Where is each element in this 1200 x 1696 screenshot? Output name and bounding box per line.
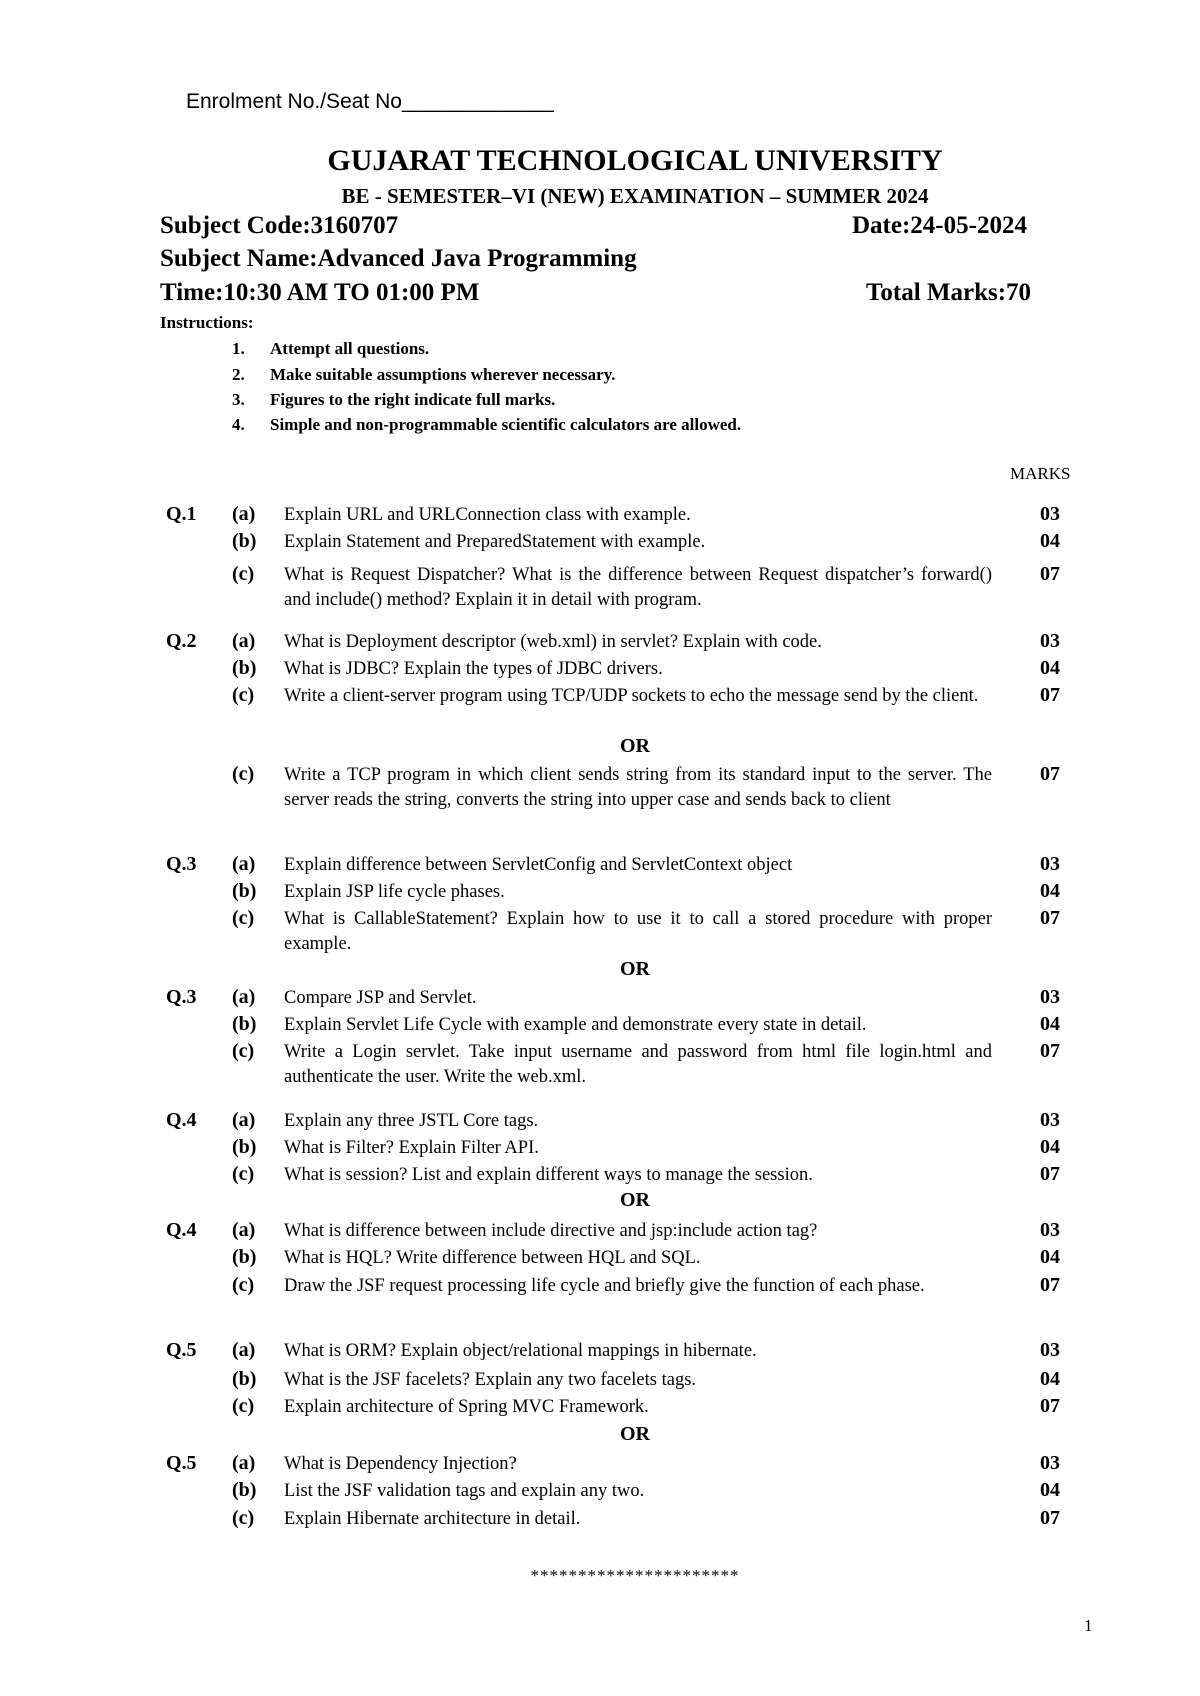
question-marks: 07 (1040, 1274, 1060, 1296)
question-marks: 07 (1040, 1395, 1060, 1417)
sub-question-label: (b) (232, 1368, 257, 1390)
question-text: What is HQL? Write difference between HQL and SQL. (284, 1248, 701, 1268)
sub-question-label: (b) (232, 530, 257, 552)
question-marks: 04 (1040, 530, 1060, 552)
question-text: Explain any three JSTL Core tags. (284, 1111, 539, 1131)
sub-question-label: (a) (232, 1339, 256, 1361)
question-text: Explain difference between ServletConfig and ServletContext object (284, 855, 793, 875)
question-marks: 04 (1040, 1368, 1060, 1390)
question-marks: 07 (1040, 763, 1060, 785)
question-number: Q.3 (166, 986, 197, 1008)
question-text: Draw the JSF request processing life cycle and briefly give the function of each phase. (284, 1276, 925, 1296)
enrolment-line: Enrolment No./Seat No_____________ (186, 90, 554, 113)
question-number: Q.1 (166, 503, 197, 525)
instruction-number: 4. (232, 415, 245, 434)
instruction-number: 2. (232, 365, 245, 384)
question-marks: 03 (1040, 853, 1060, 875)
or-separator: OR (620, 1189, 650, 1211)
total-marks: Total Marks:70 (866, 279, 1032, 306)
question-marks: 04 (1040, 657, 1060, 679)
sub-question-label: (b) (232, 1479, 257, 1501)
instruction-text: Make suitable assumptions wherever necessary. (270, 365, 616, 384)
question-text: Compare JSP and Servlet. (284, 988, 477, 1008)
sub-question-label: (c) (232, 684, 255, 706)
question-number: Q.3 (166, 853, 197, 875)
end-of-paper-stars: ********************** (530, 1566, 740, 1585)
instruction-text: Figures to the right indicate full marks. (270, 390, 556, 409)
question-number: Q.4 (166, 1109, 197, 1131)
question-marks: 07 (1040, 1507, 1060, 1529)
instruction-text: Attempt all questions. (270, 339, 430, 358)
question-number: Q.5 (166, 1452, 197, 1474)
sub-question-label: (b) (232, 1013, 257, 1035)
or-separator: OR (620, 1423, 650, 1445)
instruction-item (232, 390, 555, 410)
marks-header: MARKS (1010, 464, 1071, 483)
sub-question-label: (a) (232, 853, 256, 875)
instruction-item (232, 415, 741, 435)
question-text: What is Dependency Injection? (284, 1454, 517, 1474)
question-marks: 04 (1040, 1479, 1060, 1501)
question-text: What is difference between include directive and jsp:include action tag? (284, 1221, 818, 1241)
question-text: What is Request Dispatcher? What is the difference between Request dispatcher’s forward() and include() method? Explain it in detail with program. (284, 565, 992, 610)
question-number: Q.5 (166, 1339, 197, 1361)
question-marks: 03 (1040, 630, 1060, 652)
sub-question-label: (a) (232, 503, 256, 525)
sub-question-label: (c) (232, 1274, 255, 1296)
instruction-item (232, 339, 429, 359)
question-text: What is Filter? Explain Filter API. (284, 1138, 539, 1158)
question-marks: 04 (1040, 880, 1060, 902)
question-text: What is CallableStatement? Explain how to use it to call a stored procedure with proper example. (284, 909, 992, 954)
sub-question-label: (a) (232, 1219, 256, 1241)
question-text: Explain JSP life cycle phases. (284, 882, 505, 902)
question-marks: 07 (1040, 907, 1060, 929)
sub-question-label: (a) (232, 630, 256, 652)
or-separator: OR (620, 735, 650, 757)
exam-time: Time:10:30 AM TO 01:00 PM (160, 279, 480, 306)
question-marks: 07 (1040, 563, 1060, 585)
instruction-text: Simple and non-programmable scientific calculators are allowed. (270, 415, 742, 434)
exam-title: BE - SEMESTER–VI (NEW) EXAMINATION – SUMMER 2024 (341, 184, 929, 208)
instruction-number: 3. (232, 390, 245, 409)
question-marks: 04 (1040, 1013, 1060, 1035)
subject-code: Subject Code:3160707 (160, 212, 399, 239)
question-text: Write a Login servlet. Take input username and password from html file login.html and authenticate the user. Write the web.xml. (284, 1042, 992, 1087)
sub-question-label: (c) (232, 907, 255, 929)
question-text: What is ORM? Explain object/relational mappings in hibernate. (284, 1341, 757, 1361)
subject-name: Subject Name:Advanced Java Programming (160, 245, 637, 272)
question-text: What is Deployment descriptor (web.xml) in servlet? Explain with code. (284, 632, 822, 652)
question-marks: 03 (1040, 986, 1060, 1008)
sub-question-label: (c) (232, 1507, 255, 1529)
question-text: Explain architecture of Spring MVC Framework. (284, 1397, 649, 1417)
question-text: Explain Statement and PreparedStatement with example. (284, 532, 706, 552)
question-text: Write a TCP program in which client sends string from its standard input to the server. The server reads the string, converts the string into upper case and sends back to client (284, 765, 992, 810)
question-marks: 03 (1040, 1219, 1060, 1241)
instruction-number: 1. (232, 339, 245, 358)
question-marks: 07 (1040, 1040, 1060, 1062)
instruction-item (232, 365, 616, 385)
question-text: What is session? List and explain different ways to manage the session. (284, 1165, 813, 1185)
question-text: What is the JSF facelets? Explain any two facelets tags. (284, 1370, 697, 1390)
sub-question-label: (c) (232, 1395, 255, 1417)
question-marks: 03 (1040, 1339, 1060, 1361)
sub-question-label: (c) (232, 1163, 255, 1185)
question-text: What is JDBC? Explain the types of JDBC drivers. (284, 659, 663, 679)
question-marks: 04 (1040, 1246, 1060, 1268)
question-marks: 03 (1040, 503, 1060, 525)
sub-question-label: (c) (232, 763, 255, 785)
question-text: List the JSF validation tags and explain any two. (284, 1481, 645, 1501)
question-marks: 03 (1040, 1452, 1060, 1474)
sub-question-label: (c) (232, 563, 255, 585)
sub-question-label: (b) (232, 1246, 257, 1268)
question-marks: 03 (1040, 1109, 1060, 1131)
sub-question-label: (c) (232, 1040, 255, 1062)
university-title: GUJARAT TECHNOLOGICAL UNIVERSITY (327, 144, 943, 177)
question-text: Write a client-server program using TCP/UDP sockets to echo the message send by the client. (284, 686, 979, 706)
sub-question-label: (b) (232, 880, 257, 902)
instructions-title: Instructions: (160, 313, 254, 332)
question-text: Explain Hibernate architecture in detail. (284, 1509, 581, 1529)
exam-date: Date:24-05-2024 (852, 212, 1027, 239)
sub-question-label: (a) (232, 986, 256, 1008)
question-number: Q.2 (166, 630, 197, 652)
or-separator: OR (620, 958, 650, 980)
question-marks: 04 (1040, 1136, 1060, 1158)
question-marks: 07 (1040, 1163, 1060, 1185)
question-text: Explain Servlet Life Cycle with example and demonstrate every state in detail. (284, 1015, 867, 1035)
sub-question-label: (a) (232, 1109, 256, 1131)
question-number: Q.4 (166, 1219, 197, 1241)
sub-question-label: (b) (232, 657, 257, 679)
sub-question-label: (a) (232, 1452, 256, 1474)
sub-question-label: (b) (232, 1136, 257, 1158)
page-number: 1 (1084, 1616, 1093, 1635)
question-marks: 07 (1040, 684, 1060, 706)
question-text: Explain URL and URLConnection class with example. (284, 505, 691, 525)
